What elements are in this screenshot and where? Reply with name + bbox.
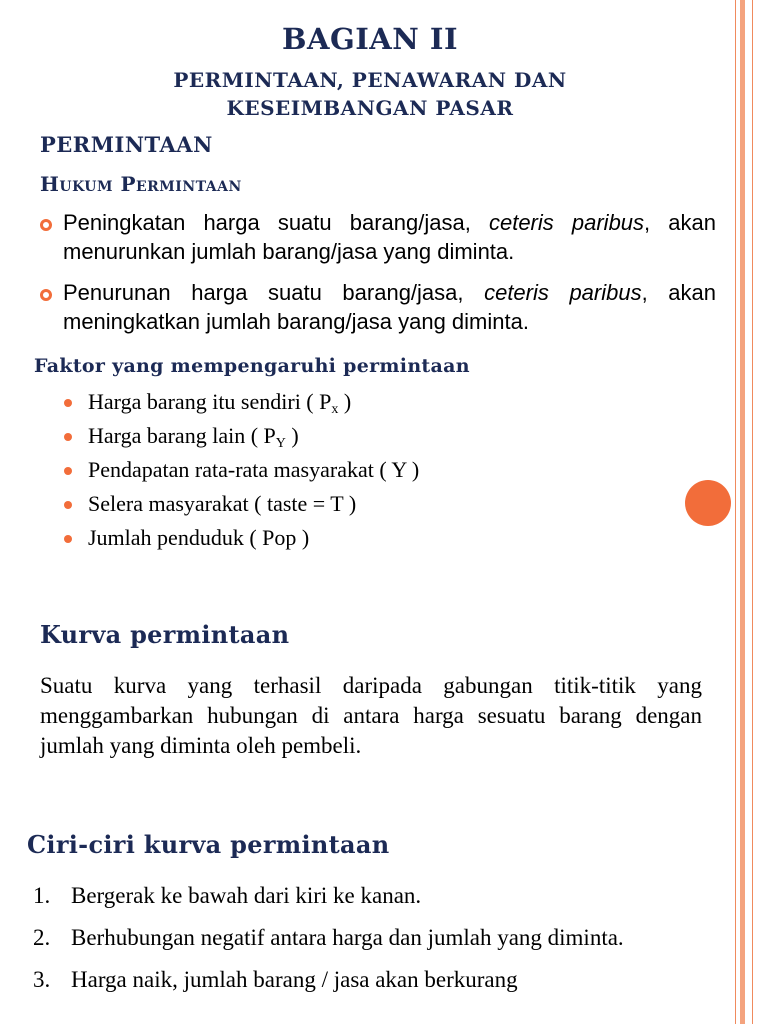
subtitle-line-1: PERMINTAAN, PENAWARAN DAN bbox=[173, 68, 567, 92]
ring-bullet-icon bbox=[40, 289, 52, 301]
slide-title: BAGIAN II bbox=[281, 22, 459, 56]
feature-text: Berhubungan negatif antara harga dan jumlah yang diminta. bbox=[71, 925, 624, 950]
factor-subscript: x bbox=[331, 402, 339, 417]
subtitle-line-2: KESEIMBANGAN PASAR bbox=[226, 96, 514, 120]
factor-item bbox=[64, 523, 419, 557]
features-list bbox=[33, 881, 703, 1007]
curve-definition: Suatu kurva yang terhasil daripada gabungan titik-titik yang menggambarkan hubungan di antara harga sesuatu barang dengan jumlah yang diminta oleh pembeli. bbox=[40, 673, 702, 758]
feature-number: 2. bbox=[33, 925, 51, 950]
law-text-italic: ceteris paribus bbox=[484, 280, 642, 305]
slide-border-band bbox=[740, 0, 745, 1024]
law-text-after: , akan meningkatkan jumlah barang/jasa yang diminta. bbox=[63, 280, 716, 334]
factor-text: Harga barang lain ( P bbox=[88, 423, 276, 448]
feature-item bbox=[33, 881, 703, 911]
section-heading: PERMINTAAN bbox=[40, 132, 213, 157]
factor-item bbox=[64, 421, 419, 455]
law-list bbox=[40, 208, 716, 348]
features-heading: Ciri-ciri kurva permintaan bbox=[27, 830, 390, 859]
factor-text: Jumlah penduduk ( Pop ) bbox=[88, 525, 310, 550]
ring-bullet-icon bbox=[40, 219, 52, 231]
feature-item bbox=[33, 965, 703, 995]
law-heading: Hukum Permintaan bbox=[40, 172, 242, 196]
factor-tail: ) bbox=[285, 423, 299, 448]
slide-subtitle bbox=[0, 66, 740, 122]
law-text-after: , akan menurunkan jumlah barang/jasa yang diminta. bbox=[63, 210, 716, 264]
factor-tail: ) bbox=[338, 389, 352, 414]
dot-bullet-icon bbox=[64, 433, 72, 441]
slide-border-left-line bbox=[735, 0, 736, 1024]
factor-text: Selera masyarakat ( taste = T ) bbox=[88, 491, 357, 516]
law-text-italic: ceteris paribus bbox=[488, 210, 645, 235]
factor-text: Pendapatan rata-rata masyarakat ( Y ) bbox=[88, 457, 420, 482]
factor-list bbox=[64, 387, 419, 557]
law-item bbox=[40, 278, 716, 336]
decorative-orange-circle bbox=[685, 480, 731, 526]
dot-bullet-icon bbox=[64, 467, 72, 475]
factor-subscript: Y bbox=[275, 436, 286, 451]
factor-text: Harga barang itu sendiri ( P bbox=[88, 389, 332, 414]
dot-bullet-icon bbox=[64, 399, 72, 407]
slide-border-right-line bbox=[752, 0, 753, 1024]
feature-text: Harga naik, jumlah barang / jasa akan berkurang bbox=[71, 967, 518, 992]
feature-text: Bergerak ke bawah dari kiri ke kanan. bbox=[71, 883, 422, 908]
law-text-before: Penurunan harga suatu barang/jasa, bbox=[63, 280, 485, 305]
factor-heading: Faktor yang mempengaruhi permintaan bbox=[34, 355, 470, 377]
dot-bullet-icon bbox=[64, 501, 72, 509]
curve-heading: Kurva permintaan bbox=[40, 620, 290, 649]
law-item bbox=[40, 208, 716, 266]
factor-item bbox=[64, 387, 419, 421]
factor-item bbox=[64, 455, 419, 489]
factor-item bbox=[64, 489, 419, 523]
law-text-before: Peningkatan harga suatu barang/jasa, bbox=[63, 210, 489, 235]
dot-bullet-icon bbox=[64, 535, 72, 543]
feature-item bbox=[33, 923, 703, 953]
feature-number: 1. bbox=[33, 883, 51, 908]
feature-number: 3. bbox=[33, 967, 51, 992]
